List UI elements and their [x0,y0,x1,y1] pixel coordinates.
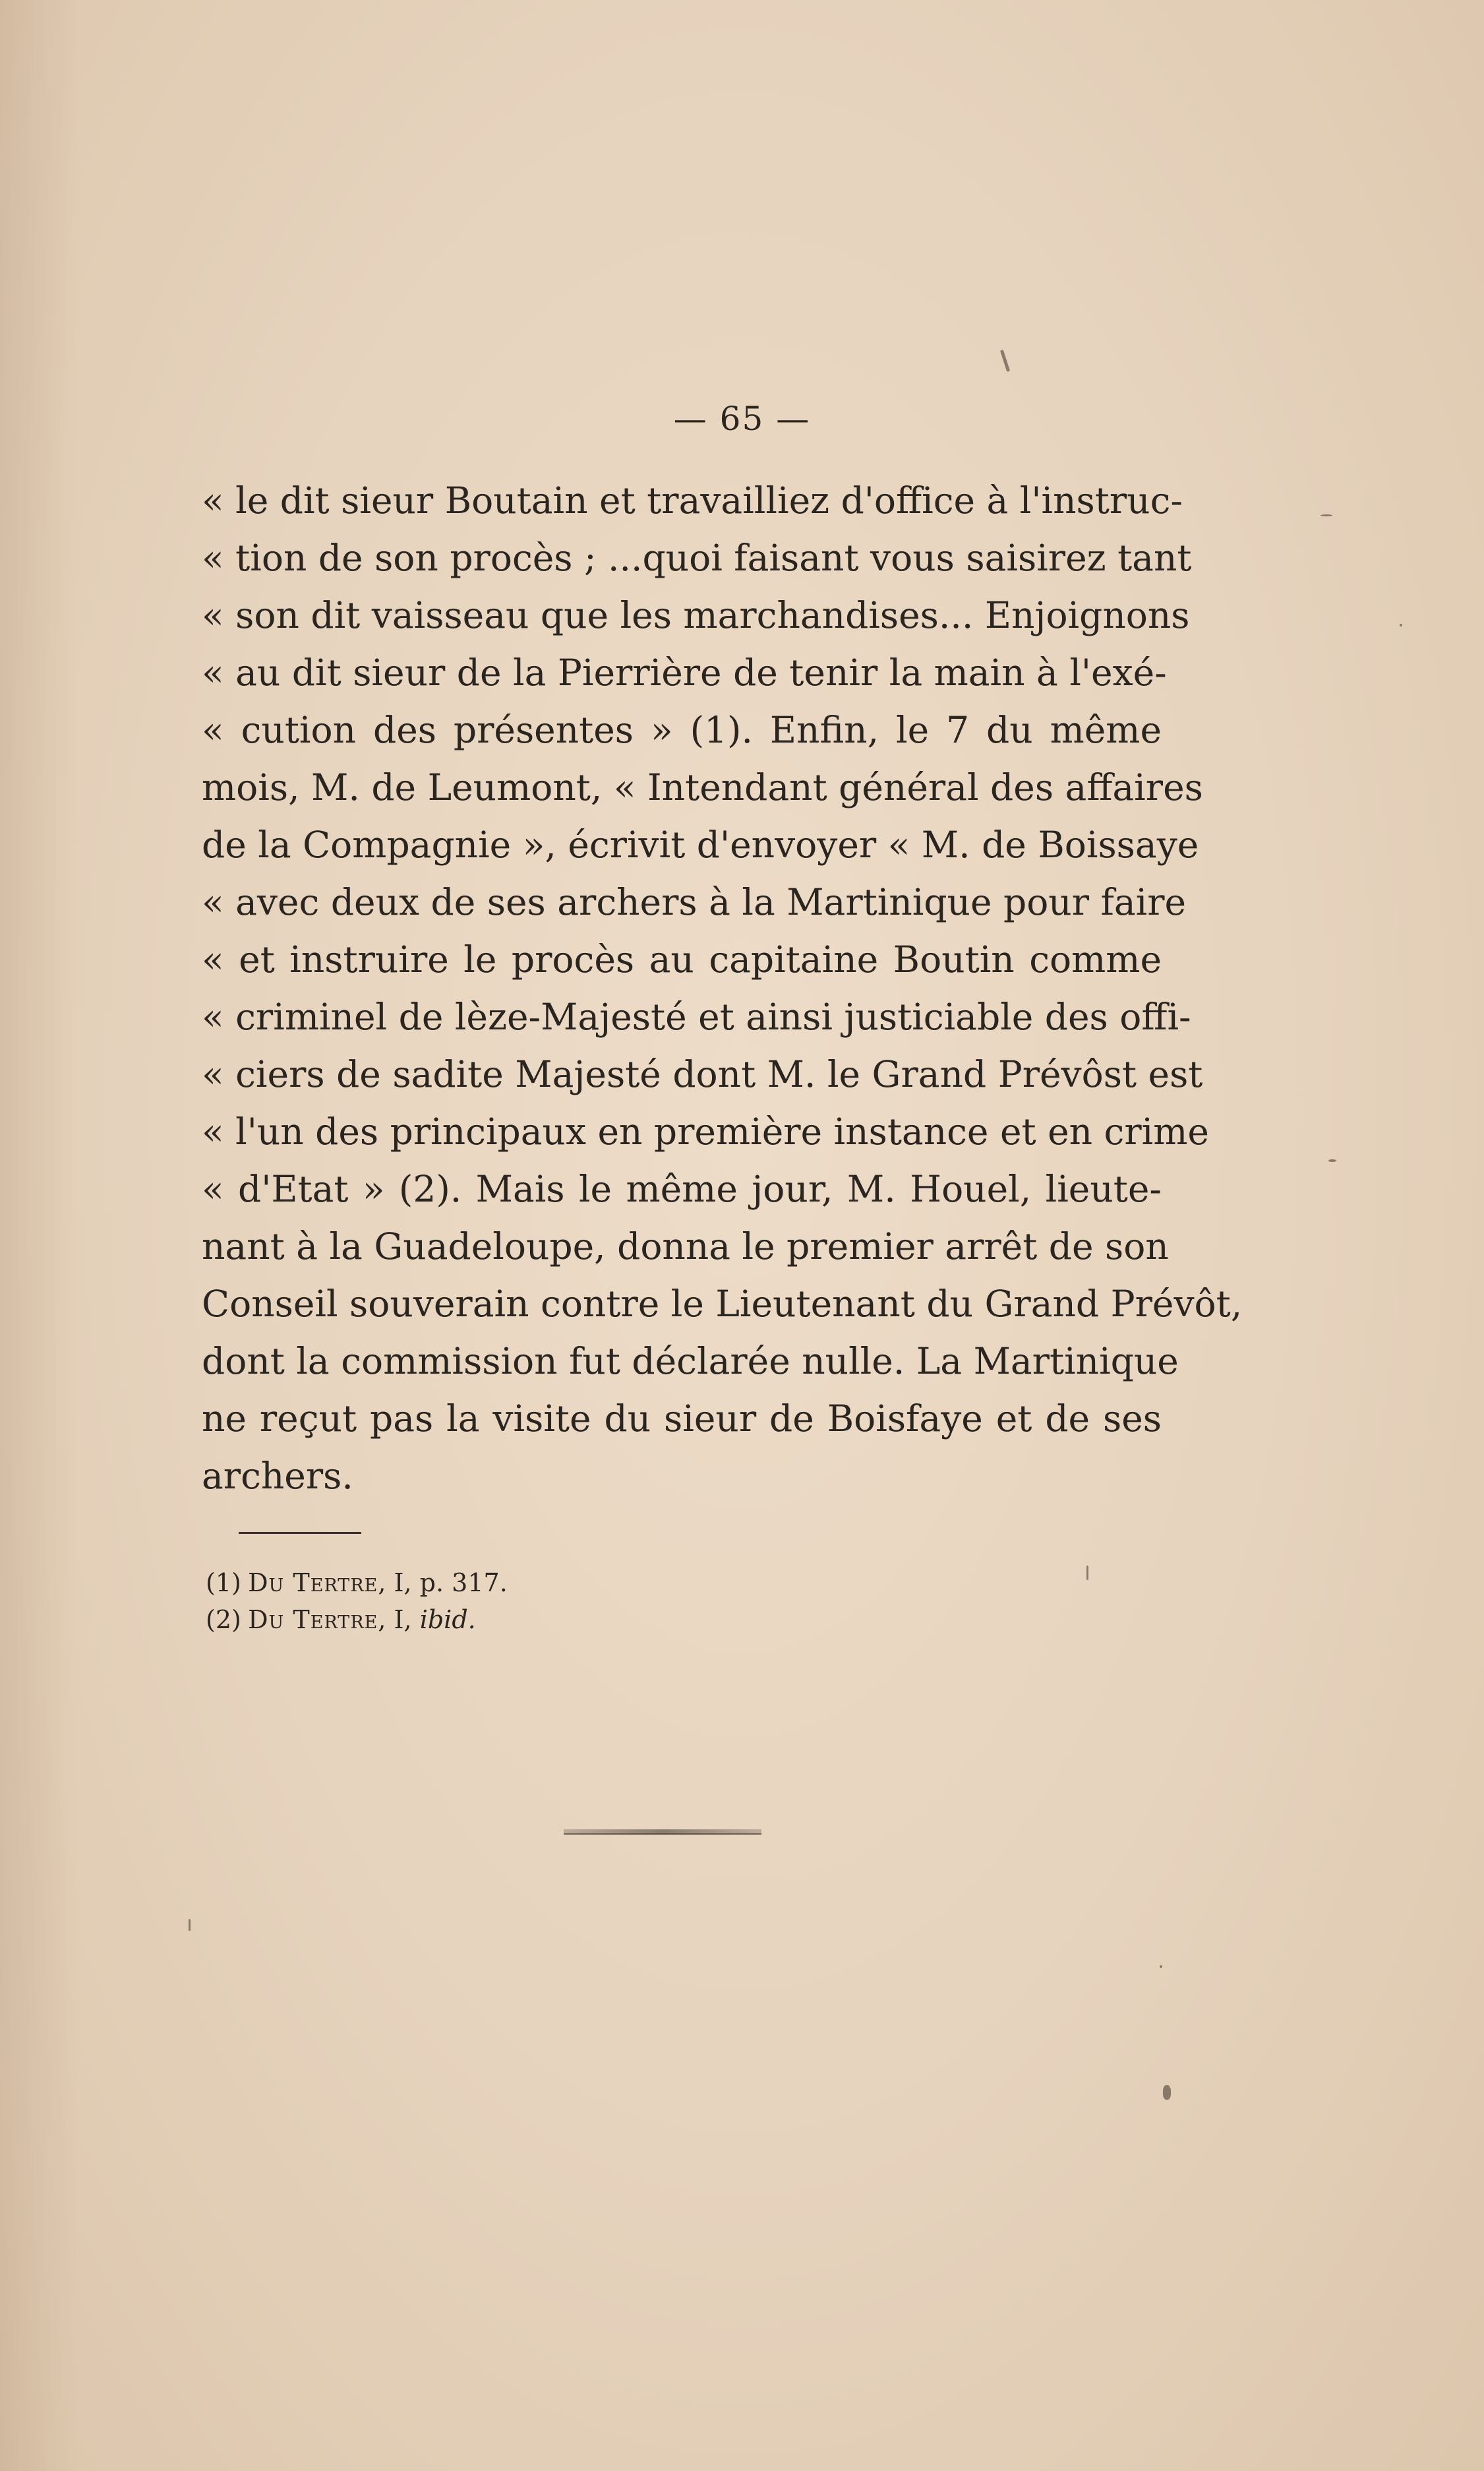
text-line: « l'un des principaux en première instance et en crime [202,1111,1209,1153]
paper-speck [1000,350,1010,372]
text-line: ne reçut pas la visite du sieur de Boisfaye et de ses [202,1397,1162,1440]
text-line: Conseil souverain contre le Lieutenant du Grand Prévôt, [202,1283,1243,1325]
body-text [202,472,1243,1505]
page-edge-shadow [0,0,79,2471]
text-line: « et instruire le procès au capitaine Boutin comme [202,938,1162,981]
page-number: — 65 — [673,400,811,438]
footnote-reference: , I, [378,1605,420,1634]
paper-speck [1400,624,1402,626]
text-line: archers. [202,1455,353,1497]
end-ornament-rule [564,1829,761,1835]
footnote-number: (2) [206,1605,241,1634]
paper-speck [1321,514,1332,516]
footnote-author: Du Tertre [248,1568,378,1597]
text-line: « ciers de sadite Majesté dont M. le Grand Prévôst est [202,1053,1203,1095]
text-line: « d'Etat » (2). Mais le même jour, M. Houel, lieute- [202,1168,1162,1210]
text-line: nant à la Guadeloupe, donna le premier arrêt de son [202,1225,1169,1267]
text-line: « avec deux de ses archers à la Martinique pour faire [202,881,1187,923]
text-line: dont la commission fut déclarée nulle. La Martinique [202,1340,1179,1382]
text-line: « le dit sieur Boutain et travailliez d'office à l'instruc- [202,479,1183,522]
footnote-reference: , I, p. 317. [378,1568,508,1597]
paper-speck [1160,1965,1162,1968]
footnote-number: (1) [206,1568,241,1597]
footnote-1 [206,1564,799,1601]
text-line: « cution des présentes » (1). Enfin, le 7 du même [202,709,1162,751]
footnote-author: Du Tertre [248,1605,378,1634]
paper-speck [1328,1159,1336,1162]
paper-speck [189,1919,191,1931]
paper-speck [1163,2085,1171,2100]
text-line: « tion de son procès ; ...quoi faisant vous saisirez tant [202,537,1192,579]
text-line: « criminel de lèze-Majesté et ainsi justiciable des offi- [202,996,1191,1038]
footnote-2 [206,1601,799,1638]
text-line: « son dit vaisseau que les marchandises... Enjoignons [202,594,1190,636]
text-line: « au dit sieur de la Pierrière de tenir la main à l'exé- [202,652,1167,694]
paper-speck [1086,1566,1088,1580]
text-line: de la Compagnie », écrivit d'envoyer « M. de Boissaye [202,824,1199,866]
footnotes [206,1564,799,1638]
footnote-divider [239,1532,361,1534]
footnote-ibid: ibid. [419,1605,476,1634]
text-line: mois, M. de Leumont, « Intendant général des affaires [202,766,1203,808]
